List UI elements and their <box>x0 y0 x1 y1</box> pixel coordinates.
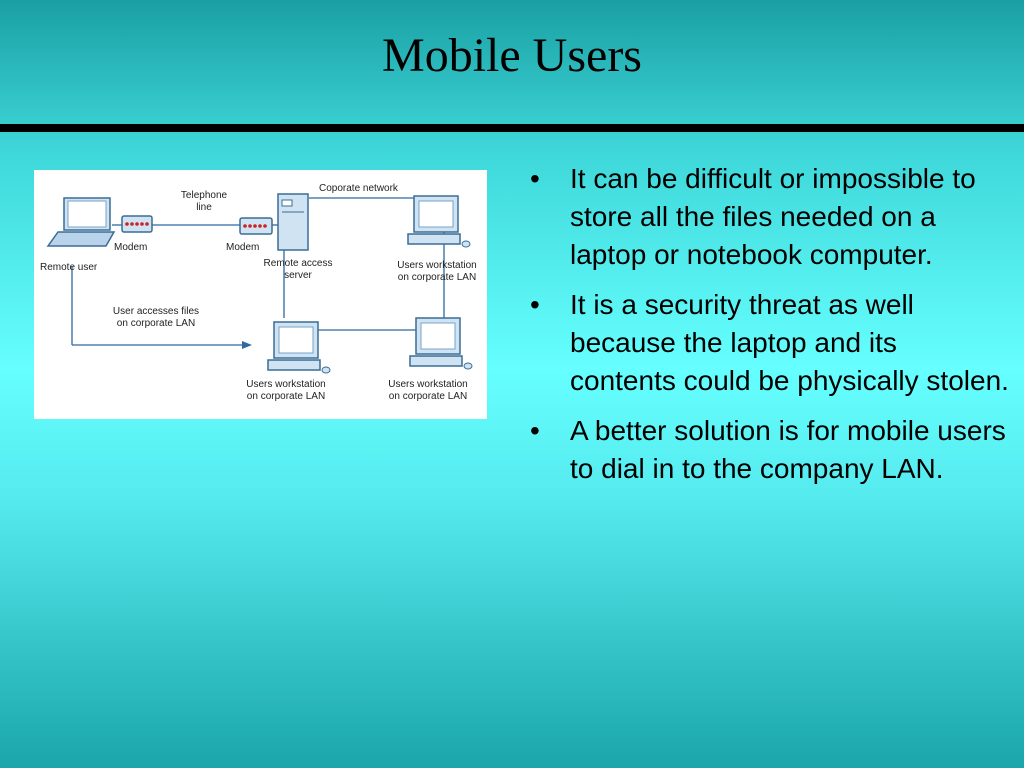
label-modem-left: Modem <box>114 242 148 253</box>
label-access-note-2: on corporate LAN <box>116 318 196 329</box>
workstation-bottom-right-icon <box>410 318 472 369</box>
label-ws-top-right-1: Users workstation <box>397 260 477 271</box>
server-icon <box>278 194 308 250</box>
label-ws-top-right-2: on corporate LAN <box>397 272 477 283</box>
bullet-item <box>530 160 1010 274</box>
modem-left-icon <box>122 216 152 232</box>
bullet-item <box>530 286 1010 400</box>
arrow-head <box>242 341 252 349</box>
modem-right-icon <box>240 218 272 234</box>
label-ws-bottom-right-1: Users workstation <box>388 379 468 390</box>
label-server-1: Remote access <box>263 258 333 269</box>
slide-title: Mobile Users <box>382 29 642 82</box>
label-server-2: server <box>284 270 312 281</box>
bullet-text: It is a security threat as well because the laptop and its contents could be physically stolen. <box>570 289 1009 396</box>
label-ws-bottom-middle-2: on corporate LAN <box>246 391 326 402</box>
network-diagram-svg <box>34 170 487 419</box>
bullet-dot: • <box>530 163 540 194</box>
network-diagram <box>34 170 487 419</box>
label-modem-right: Modem <box>226 242 260 253</box>
bullet-list <box>530 160 1010 500</box>
bullet-dot: • <box>530 289 540 320</box>
label-telephone-line-2: line <box>196 202 212 213</box>
bullet-dot: • <box>530 415 540 446</box>
label-access-note-1: User accesses files <box>112 306 200 317</box>
label-ws-bottom-middle-1: Users workstation <box>246 379 326 390</box>
workstation-top-right-icon <box>408 196 470 247</box>
bullet-text: It can be difficult or impossible to store all the files needed on a laptop or notebook computer. <box>570 163 976 270</box>
label-corporate-network: Coporate network <box>319 183 398 194</box>
bullet-text: A better solution is for mobile users to dial in to the company LAN. <box>570 415 1006 484</box>
label-remote-user: Remote user <box>40 262 98 273</box>
title-divider <box>0 124 1024 132</box>
label-ws-bottom-right-2: on corporate LAN <box>388 391 468 402</box>
bullet-item <box>530 412 1010 488</box>
laptop-icon <box>48 198 114 246</box>
label-telephone-line-1: Telephone <box>180 190 228 201</box>
